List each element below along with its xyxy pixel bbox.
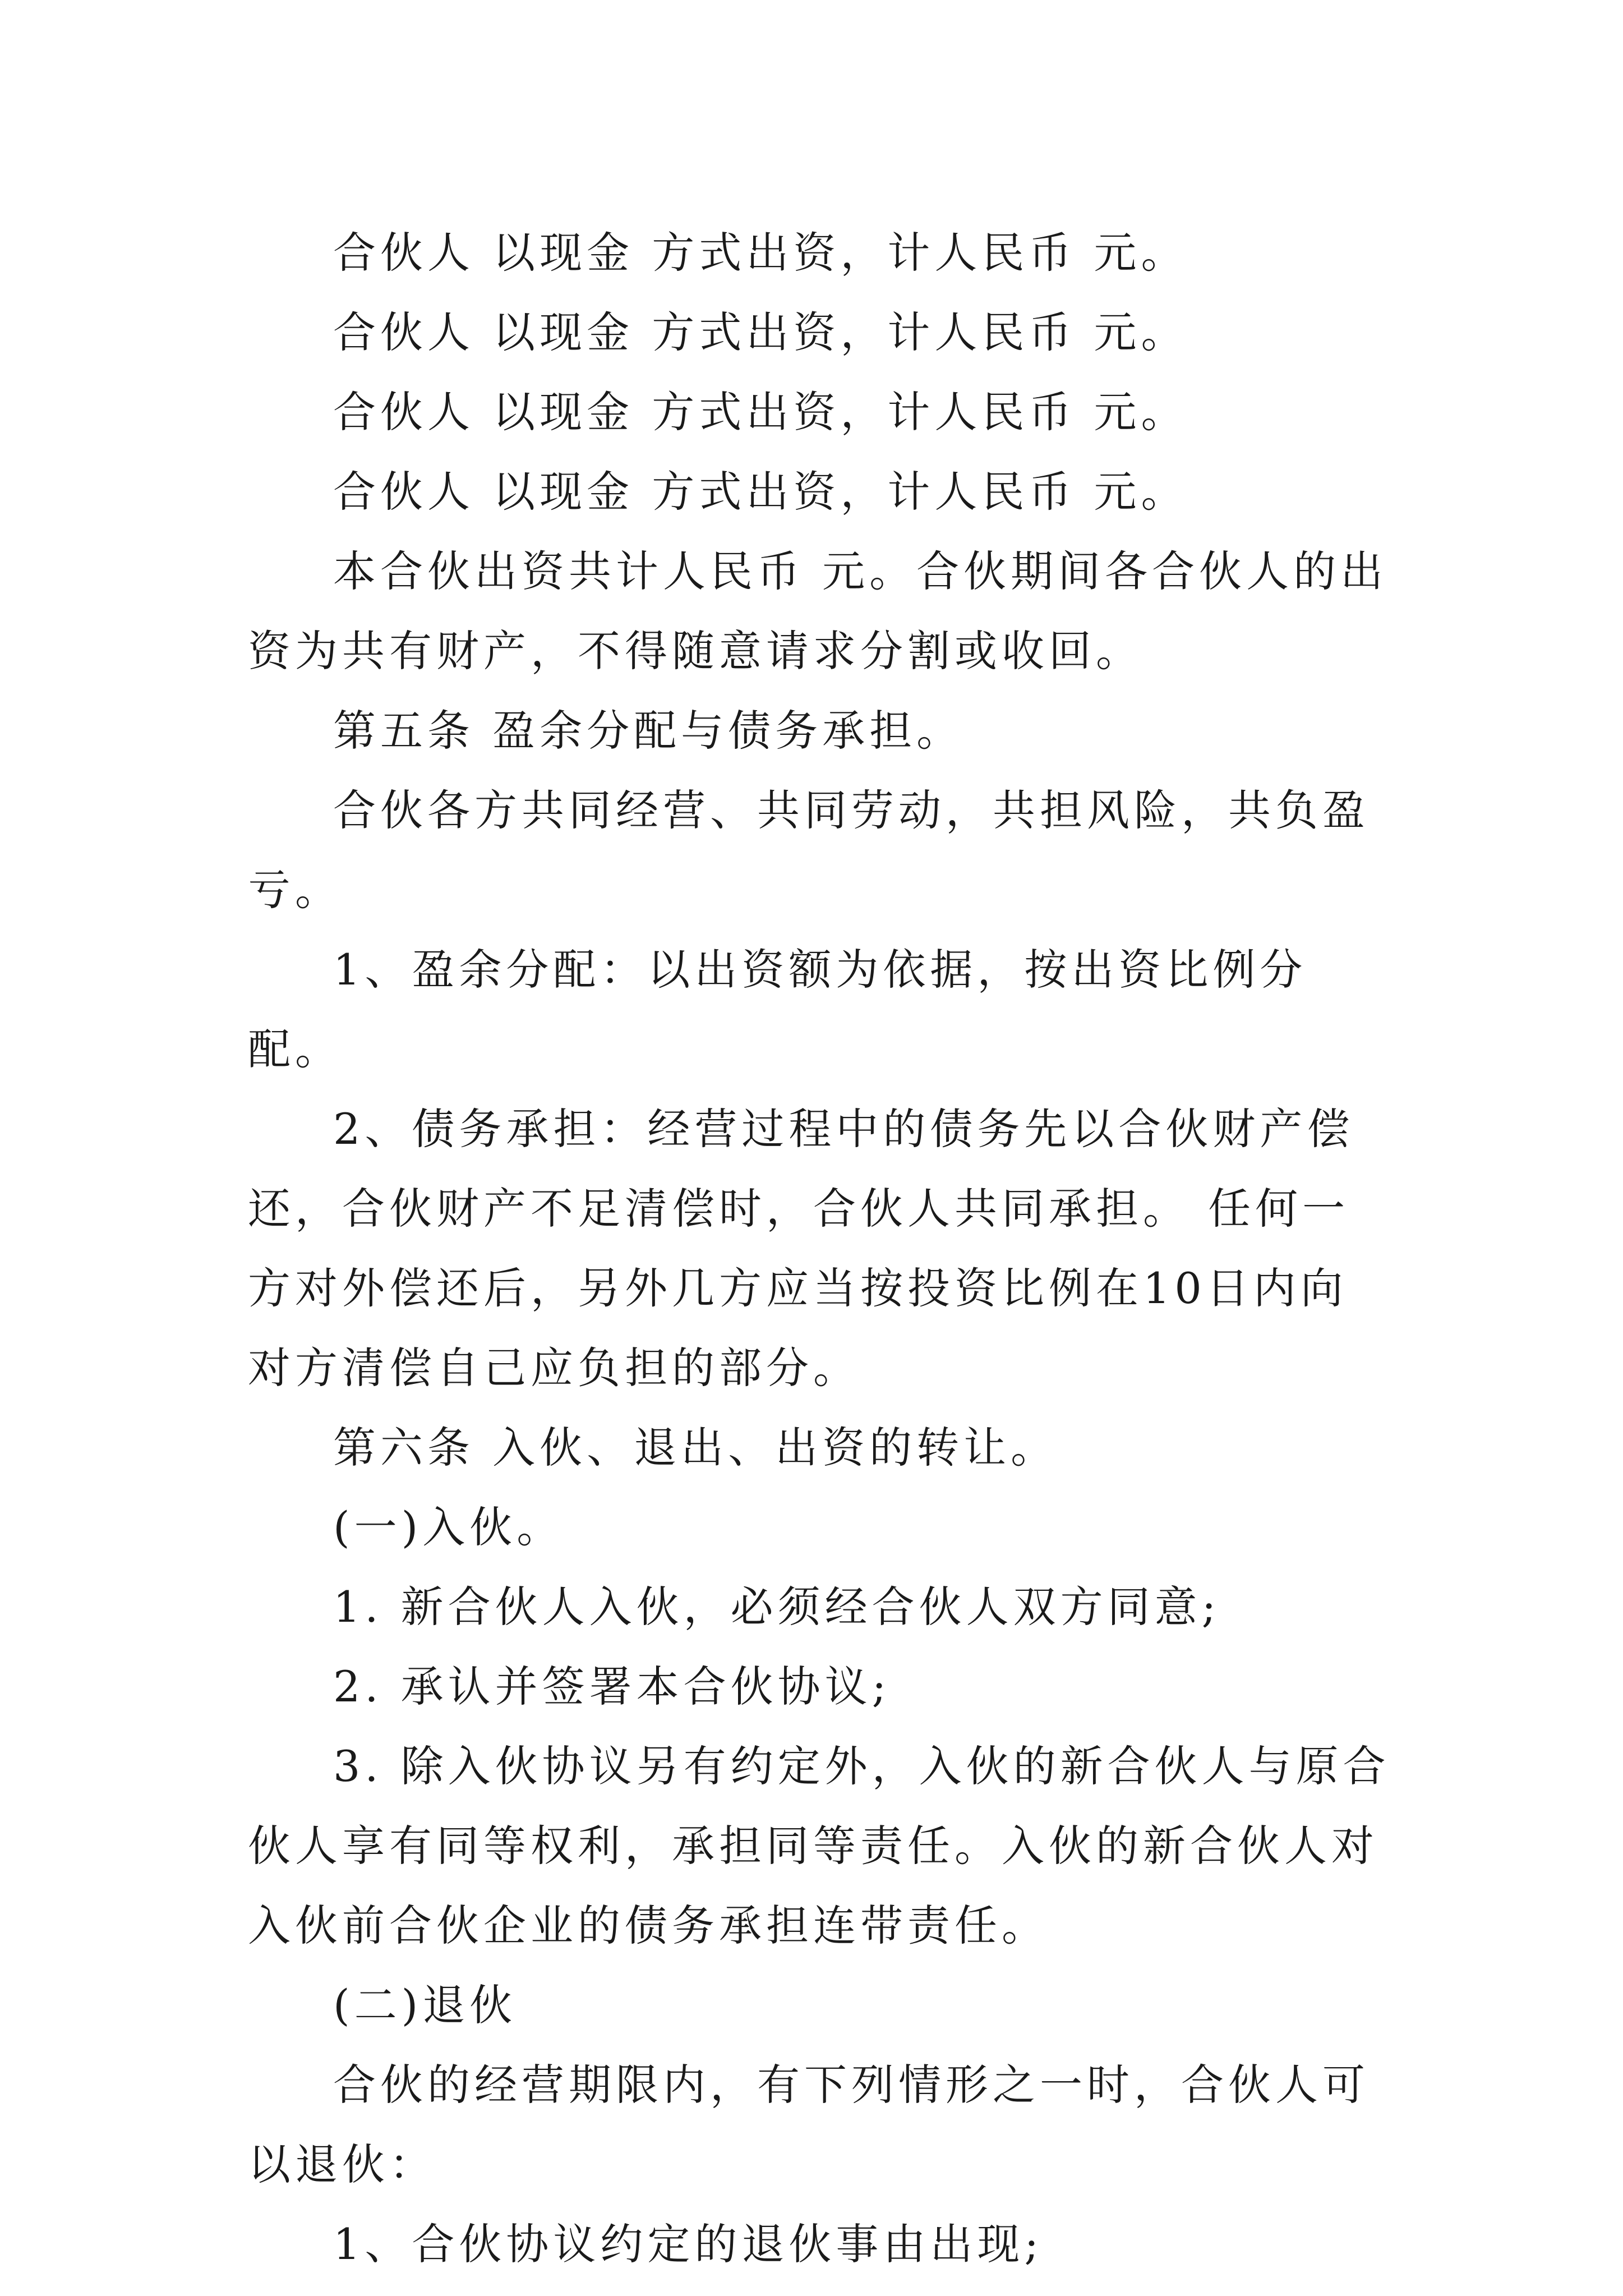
- paragraph-admission-2: 2. 承认并签署本合伙协议;: [333, 1662, 891, 1711]
- paragraph-debt-liability: 2、债务承担：经营过程中的债务先以合伙财产偿还，合伙财产不足清偿时，合伙人共同承担。 任何一方对外偿还后，另外几方应当按投资比例在10日内向对方清偿自己应负担的部分。: [248, 1104, 1354, 1393]
- document-body: [248, 213, 1392, 2284]
- paragraph-contribution-3: 合伙人 以现金 方式出资，计人民币 元。: [333, 387, 1188, 437]
- paragraph-contribution-2: 合伙人 以现金 方式出资，计人民币 元。: [333, 307, 1188, 357]
- paragraph-withdrawal-1: 1、合伙协议约定的退伙事由出现;: [333, 2219, 1043, 2269]
- paragraph-shared-risk: 合伙各方共同经营、共同劳动，共担风险，共负盈亏。: [248, 785, 1370, 915]
- paragraph-contribution-1: 合伙人 以现金 方式出资，计人民币 元。: [333, 228, 1188, 278]
- heading-article-5: 第五条 盈余分配与债务承担。: [333, 706, 964, 756]
- paragraph-contribution-4: 合伙人 以现金 方式出资，计人民币 元。: [333, 467, 1188, 517]
- paragraph-admission-3: 3. 除入伙协议另有约定外，入伙的新合伙人与原合伙人享有同等权利，承担同等责任。入伙的新合伙人对入伙前合伙企业的债务承担连带责任。: [248, 1741, 1390, 1950]
- paragraph-withdrawal-intro: 合伙的经营期限内，有下列情形之一时，合伙人可以退伙：: [248, 2060, 1370, 2189]
- paragraph-total-contribution: 本合伙出资共计人民币 元。合伙期间各合伙人的出资为共有财产，不得随意请求分割或收回。: [248, 546, 1388, 676]
- heading-article-6: 第六条 入伙、退出、出资的转让。: [333, 1423, 1058, 1473]
- paragraph-profit-distribution: 1、盈余分配：以出资额为依据，按出资比例分配。: [248, 945, 1307, 1074]
- heading-withdrawal: (二)退伙: [333, 1980, 517, 2030]
- heading-admission: (一)入伙。: [333, 1502, 564, 1552]
- paragraph-admission-1: 1. 新合伙人入伙，必须经合伙人双方同意;: [333, 1582, 1221, 1632]
